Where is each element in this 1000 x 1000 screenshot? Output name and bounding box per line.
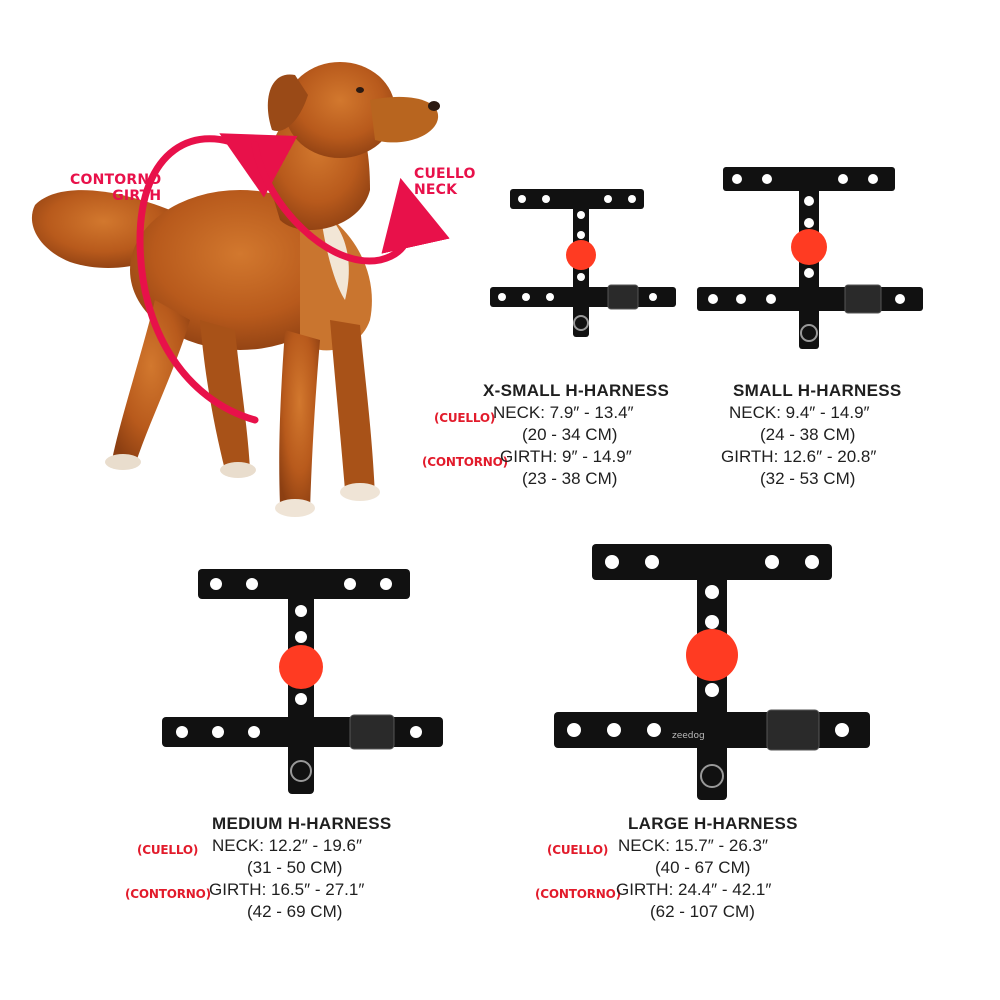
neck-measure-label xyxy=(414,166,476,198)
neck-range-cm: (40 - 67 CM) xyxy=(655,858,751,877)
harness-image-large xyxy=(552,540,872,805)
spec-title: SMALL H-HARNESS xyxy=(733,381,902,400)
neck-range-cm: (24 - 38 CM) xyxy=(760,425,856,444)
neck-range-cm: (20 - 34 CM) xyxy=(522,425,618,444)
girth-range-cm: (23 - 38 CM) xyxy=(522,469,618,488)
spec-title: LARGE H-HARNESS xyxy=(628,814,798,833)
harness-image-medium xyxy=(160,565,445,800)
girth-range-in: GIRTH: 12.6″ - 20.8″ xyxy=(721,447,877,466)
spec-small xyxy=(715,380,935,495)
neck-range-cm: (31 - 50 CM) xyxy=(247,858,343,877)
dog-leg-front2 xyxy=(330,320,375,495)
girth-range-cm: (62 - 107 CM) xyxy=(650,902,755,921)
neck-tag: (CUELLO) xyxy=(547,843,609,857)
spec-title: MEDIUM H-HARNESS xyxy=(212,814,392,833)
girth-range-in: GIRTH: 24.4″ - 42.1″ xyxy=(616,880,772,899)
neck-range-in: NECK: 12.2″ - 19.6″ xyxy=(212,836,362,855)
spec-large xyxy=(535,813,835,928)
neck-tag: (CUELLO) xyxy=(137,843,199,857)
harness-brand-mark: zeedog xyxy=(672,731,705,741)
neck-label-en: NECK xyxy=(414,182,458,198)
spec-medium xyxy=(125,813,425,928)
girth-label-es: CONTORNO xyxy=(70,172,162,188)
girth-measure-label xyxy=(70,172,161,204)
dog-illustration xyxy=(0,0,476,540)
girth-range-cm: (42 - 69 CM) xyxy=(247,902,343,921)
neck-tag: (CUELLO) xyxy=(434,411,496,425)
neck-label-es: CUELLO xyxy=(414,166,476,182)
girth-range-in: GIRTH: 16.5″ - 27.1″ xyxy=(209,880,365,899)
harness-image-small xyxy=(695,163,925,353)
dog-leg-back xyxy=(112,300,190,465)
neck-range-in: NECK: 15.7″ - 26.3″ xyxy=(618,836,768,855)
neck-range-in: NECK: 9.4″ - 14.9″ xyxy=(729,403,870,422)
spec-title: X-SMALL H-HARNESS xyxy=(483,381,670,400)
girth-tag: (CONTORNO) xyxy=(125,887,211,901)
dog-drawing xyxy=(0,0,460,540)
neck-range-in: NECK: 7.9″ - 13.4″ xyxy=(493,403,634,422)
girth-range-cm: (32 - 53 CM) xyxy=(760,469,856,488)
girth-tag: (CONTORNO) xyxy=(535,887,621,901)
girth-label-en: GIRTH xyxy=(112,188,162,204)
girth-tag: (CONTORNO) xyxy=(422,455,508,469)
girth-range-in: GIRTH: 9″ - 14.9″ xyxy=(500,447,632,466)
harness-image-xsmall xyxy=(488,185,678,340)
dog-leg-front xyxy=(279,330,320,510)
spec-xsmall xyxy=(420,380,690,495)
dog-snout xyxy=(370,97,438,143)
